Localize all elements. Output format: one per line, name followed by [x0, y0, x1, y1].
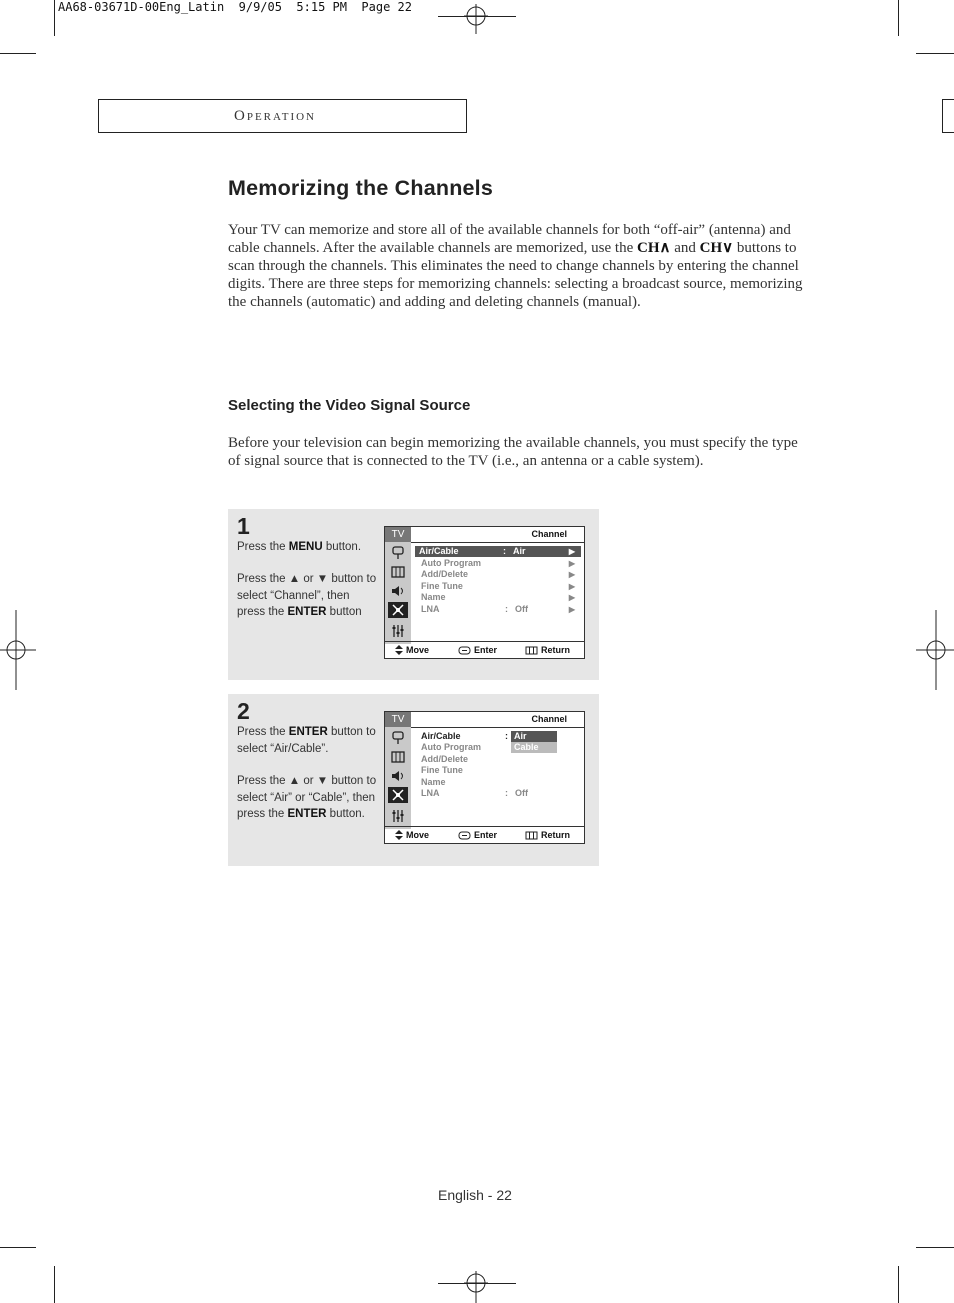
step-2-panel: [228, 694, 599, 866]
osd-item-fine-tune[interactable]: Fine Tune: [421, 765, 463, 775]
osd-item-air-cable[interactable]: Air/Cable : Air ▶: [415, 546, 581, 557]
channel-icon: [388, 602, 408, 618]
return-icon: [525, 831, 538, 840]
step-number: 2: [237, 698, 250, 724]
enter-icon: [458, 646, 471, 655]
ch-up-label: CH∧: [636, 240, 671, 256]
osd-item-air-cable[interactable]: Air/Cable :: [421, 731, 508, 741]
footer-move: Move: [395, 830, 429, 840]
step-instruction: Press the ENTER button to select “Air/Cable”.: [237, 726, 376, 755]
crop-mark: [54, 1266, 55, 1303]
function-icon: [388, 623, 408, 639]
ch-down-label: CH∨: [699, 240, 734, 256]
crop-mark: [0, 53, 36, 54]
page-title: Memorizing the Channels: [228, 176, 494, 200]
osd-channel-menu: [384, 526, 585, 659]
section-header-box: [98, 99, 467, 133]
osd-footer: [385, 641, 584, 658]
arrow-right-icon: ▶: [568, 582, 575, 591]
function-icon: [388, 808, 408, 824]
footer-enter: Enter: [458, 830, 497, 840]
picture-icon: [388, 545, 408, 561]
osd-header: [411, 527, 584, 543]
osd-tv-tab: TV: [385, 712, 411, 727]
osd-item-name[interactable]: Name ▶: [421, 592, 575, 602]
osd-option-cable[interactable]: Cable: [511, 742, 557, 753]
osd-footer: [385, 826, 584, 843]
footer-move: Move: [395, 645, 429, 655]
osd-option-air[interactable]: Air: [511, 731, 557, 742]
osd-menu-title: Channel: [531, 714, 567, 724]
registration-mark-right: [916, 610, 954, 690]
osd-menu-title: Channel: [531, 529, 567, 539]
move-icon: [395, 645, 403, 655]
channel-icon: [388, 787, 408, 803]
arrow-right-icon: ▶: [568, 605, 575, 614]
crop-mark: [916, 53, 954, 54]
crop-mark: [898, 0, 899, 36]
subheading: Selecting the Video Signal Source: [228, 397, 471, 414]
crop-mark: [916, 1247, 954, 1248]
picture-icon: [388, 730, 408, 746]
step-instruction: Press the MENU button.: [237, 541, 362, 553]
registration-mark-top: [464, 4, 488, 34]
arrow-right-icon: ▶: [568, 593, 575, 602]
print-slug: AA68-03671D-00Eng_Latin 9/9/05 5:15 PM Page 22: [58, 0, 413, 14]
section-label: Operation: [234, 108, 317, 124]
osd-item-auto-program[interactable]: Auto Program ▶: [421, 558, 575, 568]
osd-header: [411, 712, 584, 728]
page-tab-edge: [942, 99, 954, 133]
osd-item-add-delete[interactable]: Add/Delete ▶: [421, 569, 575, 579]
osd-channel-menu: [384, 711, 585, 844]
sound-icon: [388, 583, 408, 599]
move-icon: [395, 830, 403, 840]
osd-item-auto-program[interactable]: Auto Program: [421, 742, 482, 752]
osd-item-lna[interactable]: LNA : Off: [421, 788, 528, 798]
footer-enter: Enter: [458, 645, 497, 655]
step-1-panel: [228, 509, 599, 680]
enter-icon: [458, 831, 471, 840]
osd-item-name[interactable]: Name: [421, 777, 446, 787]
setup-icon: [388, 749, 408, 765]
arrow-right-icon: ▶: [568, 570, 575, 579]
registration-mark-left: [0, 610, 36, 690]
intro-paragraph: Your TV can memorize and store all of the available channels for both “off-air” (antenna) and cable channels. After the available channels are memorized, use the CH∧ and CH∨ buttons to scan through the channels. This eliminates the need to change channels by entering the channel digits. There are three steps for memorizing channels: selecting a broadcast source, memorizing the channels (automatic) and adding and deleting channels (manual).: [228, 222, 803, 310]
step-number: 1: [237, 513, 250, 539]
setup-icon: [388, 564, 408, 580]
arrow-right-icon: ▶: [568, 559, 575, 568]
signal-source-paragraph: Before your television can begin memorizing the available channels, you must specify the type of signal source that is connected to the TV (i.e., an antenna or a cable system).: [228, 435, 798, 469]
step-instruction: Press the ▲ or ▼ button to select “Air” or “Cable”, then press the ENTER button.: [237, 775, 377, 820]
return-icon: [525, 646, 538, 655]
osd-tv-tab: TV: [385, 527, 411, 542]
step-instruction: Press the ▲ or ▼ button to select “Channel”, then press the ENTER button: [237, 573, 377, 618]
footer-return: Return: [525, 645, 570, 655]
osd-item-add-delete[interactable]: Add/Delete: [421, 754, 469, 764]
osd-item-lna[interactable]: LNA : Off ▶: [421, 604, 575, 614]
page-number: English - 22: [438, 1187, 512, 1203]
arrow-right-icon: ▶: [568, 547, 575, 556]
footer-return: Return: [525, 830, 570, 840]
crop-mark: [0, 1247, 36, 1248]
osd-item-fine-tune[interactable]: Fine Tune ▶: [421, 581, 575, 591]
crop-mark: [54, 0, 55, 36]
crop-mark: [898, 1266, 899, 1303]
sound-icon: [388, 768, 408, 784]
registration-mark-bottom: [464, 1271, 488, 1303]
